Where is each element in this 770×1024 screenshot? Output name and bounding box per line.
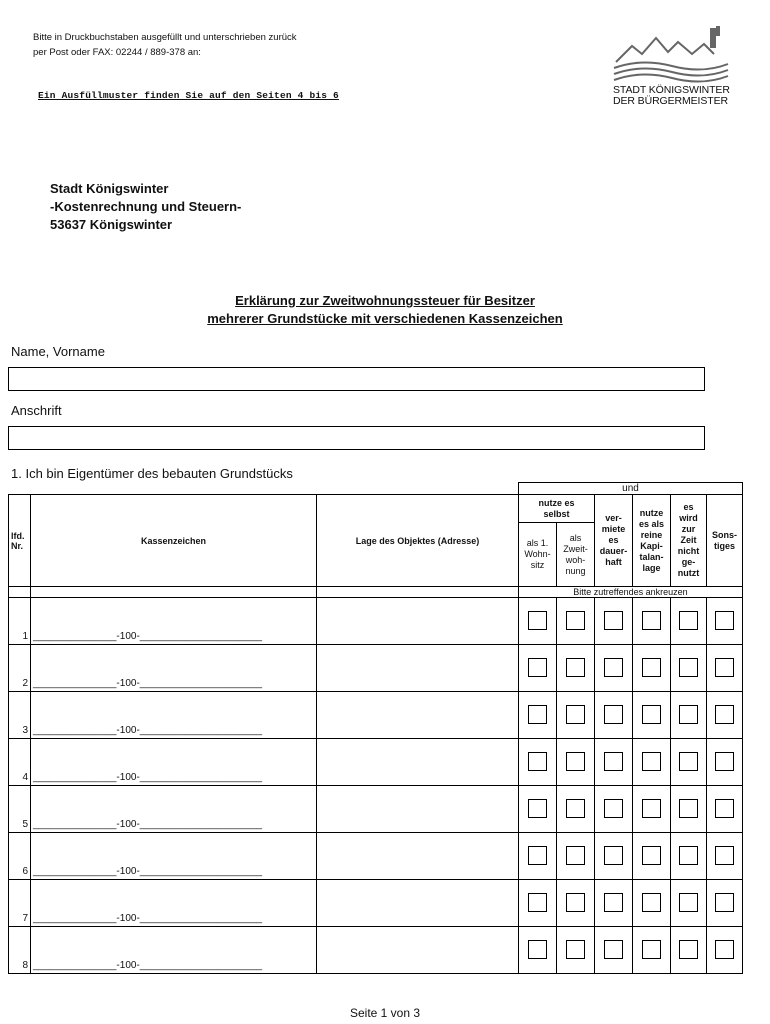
kassenzeichen-cell[interactable] [31,598,317,645]
checkbox-kapitalanlage[interactable] [642,705,661,724]
lage-cell[interactable] [317,598,519,645]
checkbox-wohnsitz[interactable] [528,940,547,959]
logo-text [613,85,730,107]
checkbox-vermietet[interactable] [604,893,623,912]
row-number: 2 [22,678,28,689]
checkbox-sonstiges[interactable] [715,705,734,724]
kassenzeichen-field[interactable]: _______________-100-______________________ [33,725,263,736]
checkbox-vermietet[interactable] [604,799,623,818]
checkbox-cell-wohnsitz [519,692,557,739]
lage-cell[interactable] [317,786,519,833]
checkbox-cell-zweitwohnung [557,786,595,833]
kassenzeichen-field[interactable]: _______________-100-______________________ [33,678,263,689]
checkbox-cell-sonstiges [707,786,743,833]
checkbox-cell-sonstiges [707,645,743,692]
col-kassenzeichen-header: Kassenzeichen [31,495,317,587]
checkbox-kapitalanlage[interactable] [642,611,661,630]
checkbox-cell-sonstiges [707,880,743,927]
address-field[interactable] [8,426,705,450]
checkbox-cell-sonstiges [707,927,743,974]
lage-cell[interactable] [317,739,519,786]
kassenzeichen-field[interactable]: _______________-100-______________________ [33,866,263,877]
city-logo-icon [612,24,732,86]
checkbox-cell-nichtgenutzt [671,880,707,927]
kassenzeichen-cell[interactable] [31,692,317,739]
address-line2: -Kostenrechnung und Steuern- [50,199,242,214]
kassenzeichen-field[interactable]: _______________-100-______________________ [33,819,263,830]
row-number: 1 [22,631,28,642]
checkbox-cell-wohnsitz [519,739,557,786]
col-kapitalanlage-header: nutze es als reine Kapi-talan-lage [633,495,671,587]
checkbox-kapitalanlage[interactable] [642,893,661,912]
checkbox-cell-wohnsitz [519,598,557,645]
checkbox-sonstiges[interactable] [715,752,734,771]
checkbox-vermietet[interactable] [604,705,623,724]
checkbox-nichtgenutzt[interactable] [679,752,698,771]
checkbox-cell-zweitwohnung [557,880,595,927]
kassenzeichen-field[interactable]: _______________-100-______________________ [33,631,263,642]
row-number: 3 [22,725,28,736]
checkbox-nichtgenutzt[interactable] [679,611,698,630]
checkbox-cell-vermietet [595,927,633,974]
kassenzeichen-field[interactable]: _______________-100-______________________ [33,913,263,924]
checkbox-zweitwohnung[interactable] [566,940,585,959]
group-selbst-header: nutze es selbst [519,495,595,523]
row-nr-cell [9,786,31,833]
checkbox-zweitwohnung[interactable] [566,705,585,724]
checkbox-kapitalanlage[interactable] [642,752,661,771]
checkbox-cell-vermietet [595,786,633,833]
checkbox-cell-zweitwohnung [557,598,595,645]
lage-cell[interactable] [317,645,519,692]
recipient-address [50,180,241,234]
checkbox-wohnsitz[interactable] [528,752,547,771]
col-zweitwohnung-header: als Zweit-woh-nung [557,523,595,587]
address-line1: Stadt Königswinter [50,181,169,196]
checkbox-cell-nichtgenutzt [671,645,707,692]
checkbox-cell-vermietet [595,598,633,645]
col-sonstiges-header: Sons-tiges [707,495,743,587]
checkbox-nichtgenutzt[interactable] [679,940,698,959]
return-instructions-line1: Bitte in Druckbuchstaben ausgefüllt und unterschrieben zurück [33,32,297,43]
address-label: Anschrift [11,403,62,418]
row-nr-cell [9,833,31,880]
address-line3: 53637 Königswinter [50,217,173,232]
table-row [9,645,743,692]
table-row [9,692,743,739]
logo-line1: STADT KÖNIGSWINTER [613,84,730,96]
checkbox-kapitalanlage[interactable] [642,846,661,865]
checkbox-vermietet[interactable] [604,752,623,771]
checkbox-wohnsitz[interactable] [528,893,547,912]
checkbox-sonstiges[interactable] [715,893,734,912]
row-number: 8 [22,960,28,971]
form-title-line1: Erklärung zur Zweitwohnungssteuer für Besitzer [235,293,535,308]
row-nr-cell [9,739,31,786]
kassenzeichen-cell[interactable] [31,645,317,692]
checkbox-wohnsitz[interactable] [528,611,547,630]
checkbox-cell-sonstiges [707,739,743,786]
checkbox-cell-vermietet [595,739,633,786]
checkbox-vermietet[interactable] [604,611,623,630]
col-nr-header: lfd. Nr. [9,495,31,587]
row-number: 5 [22,819,28,830]
row-number: 6 [22,866,28,877]
section-heading: 1. Ich bin Eigentümer des bebauten Grundstücks [11,466,293,481]
lage-cell[interactable] [317,692,519,739]
form-title [0,292,770,328]
return-instructions [33,30,297,60]
checkbox-cell-nichtgenutzt [671,739,707,786]
lage-cell[interactable] [317,880,519,927]
checkbox-nichtgenutzt[interactable] [679,658,698,677]
checkbox-cell-zweitwohnung [557,833,595,880]
checkbox-cell-kapitalanlage [633,927,671,974]
row-number: 7 [22,913,28,924]
table-row [9,833,743,880]
col-lage-header: Lage des Objektes (Adresse) [317,495,519,587]
property-table [8,482,743,974]
checkbox-zweitwohnung[interactable] [566,799,585,818]
form-title-line2: mehrerer Grundstücke mit verschiedenen Kassenzeichen [207,311,563,326]
kassenzeichen-cell[interactable] [31,739,317,786]
checkbox-zweitwohnung[interactable] [566,846,585,865]
page-number: Seite 1 von 3 [349,1006,421,1020]
lage-cell[interactable] [317,927,519,974]
checkbox-cell-sonstiges [707,692,743,739]
kassenzeichen-cell[interactable] [31,833,317,880]
checkbox-cell-nichtgenutzt [671,833,707,880]
checkbox-cell-wohnsitz [519,880,557,927]
checkbox-cell-kapitalanlage [633,645,671,692]
checkbox-cell-kapitalanlage [633,598,671,645]
checkbox-vermietet[interactable] [604,658,623,677]
checkbox-cell-kapitalanlage [633,739,671,786]
checkbox-wohnsitz[interactable] [528,658,547,677]
col-wohnsitz-header: als 1. Wohn-sitz [519,523,557,587]
checkbox-kapitalanlage[interactable] [642,940,661,959]
checkbox-cell-wohnsitz [519,786,557,833]
checkbox-cell-vermietet [595,833,633,880]
checkbox-vermietet[interactable] [604,940,623,959]
table-row [9,786,743,833]
checkbox-nichtgenutzt[interactable] [679,705,698,724]
checkbox-zweitwohnung[interactable] [566,752,585,771]
checkbox-cell-zweitwohnung [557,739,595,786]
checkbox-wohnsitz[interactable] [528,705,547,724]
checkbox-zweitwohnung[interactable] [566,893,585,912]
checkbox-cell-nichtgenutzt [671,927,707,974]
checkbox-sonstiges[interactable] [715,611,734,630]
checkbox-cell-kapitalanlage [633,786,671,833]
checkbox-cell-wohnsitz [519,927,557,974]
checkbox-cell-kapitalanlage [633,833,671,880]
checkbox-zweitwohnung[interactable] [566,658,585,677]
table-row [9,927,743,974]
checkbox-sonstiges[interactable] [715,799,734,818]
checkbox-vermietet[interactable] [604,846,623,865]
checkbox-wohnsitz[interactable] [528,799,547,818]
checkbox-cell-zweitwohnung [557,927,595,974]
row-nr-cell [9,598,31,645]
col-vermietet-header: ver-miete es dauer-haft [595,495,633,587]
checkbox-cell-wohnsitz [519,645,557,692]
checkbox-cell-sonstiges [707,833,743,880]
table-row [9,598,743,645]
checkbox-wohnsitz[interactable] [528,846,547,865]
checkbox-sonstiges[interactable] [715,658,734,677]
row-nr-cell [9,692,31,739]
kassenzeichen-cell[interactable] [31,880,317,927]
row-number: 4 [22,772,28,783]
checkbox-cell-wohnsitz [519,833,557,880]
kassenzeichen-cell[interactable] [31,927,317,974]
checkbox-cell-kapitalanlage [633,692,671,739]
row-nr-cell [9,880,31,927]
checkbox-nichtgenutzt[interactable] [679,799,698,818]
kassenzeichen-field[interactable]: _______________-100-______________________ [33,772,263,783]
checkbox-cell-vermietet [595,645,633,692]
hint-row: Bitte zutreffendes ankreuzen [519,587,743,598]
row-nr-cell [9,927,31,974]
checkbox-cell-vermietet [595,880,633,927]
row-nr-cell [9,645,31,692]
checkbox-cell-nichtgenutzt [671,692,707,739]
checkbox-cell-kapitalanlage [633,880,671,927]
table-row [9,880,743,927]
checkbox-cell-zweitwohnung [557,692,595,739]
col-nichtgenutzt-header: es wird zur Zeit nicht ge-nutzt [671,495,707,587]
sample-note: Ein Ausfüllmuster finden Sie auf den Seiten 4 bis 6 [38,90,339,101]
checkbox-sonstiges[interactable] [715,940,734,959]
und-header: und [519,483,743,495]
logo-line2: DER BÜRGERMEISTER [613,95,728,107]
checkbox-cell-vermietet [595,692,633,739]
lage-cell[interactable] [317,833,519,880]
checkbox-cell-zweitwohnung [557,645,595,692]
checkbox-kapitalanlage[interactable] [642,658,661,677]
checkbox-cell-nichtgenutzt [671,598,707,645]
return-instructions-line2: per Post oder FAX: 02244 / 889-378 an: [33,47,201,58]
checkbox-nichtgenutzt[interactable] [679,846,698,865]
name-field[interactable] [8,367,705,391]
checkbox-sonstiges[interactable] [715,846,734,865]
kassenzeichen-field[interactable]: _______________-100-______________________ [33,960,263,971]
kassenzeichen-cell[interactable] [31,786,317,833]
name-label: Name, Vorname [11,344,105,359]
checkbox-cell-sonstiges [707,598,743,645]
checkbox-zweitwohnung[interactable] [566,611,585,630]
checkbox-cell-nichtgenutzt [671,786,707,833]
table-row [9,739,743,786]
checkbox-kapitalanlage[interactable] [642,799,661,818]
checkbox-nichtgenutzt[interactable] [679,893,698,912]
